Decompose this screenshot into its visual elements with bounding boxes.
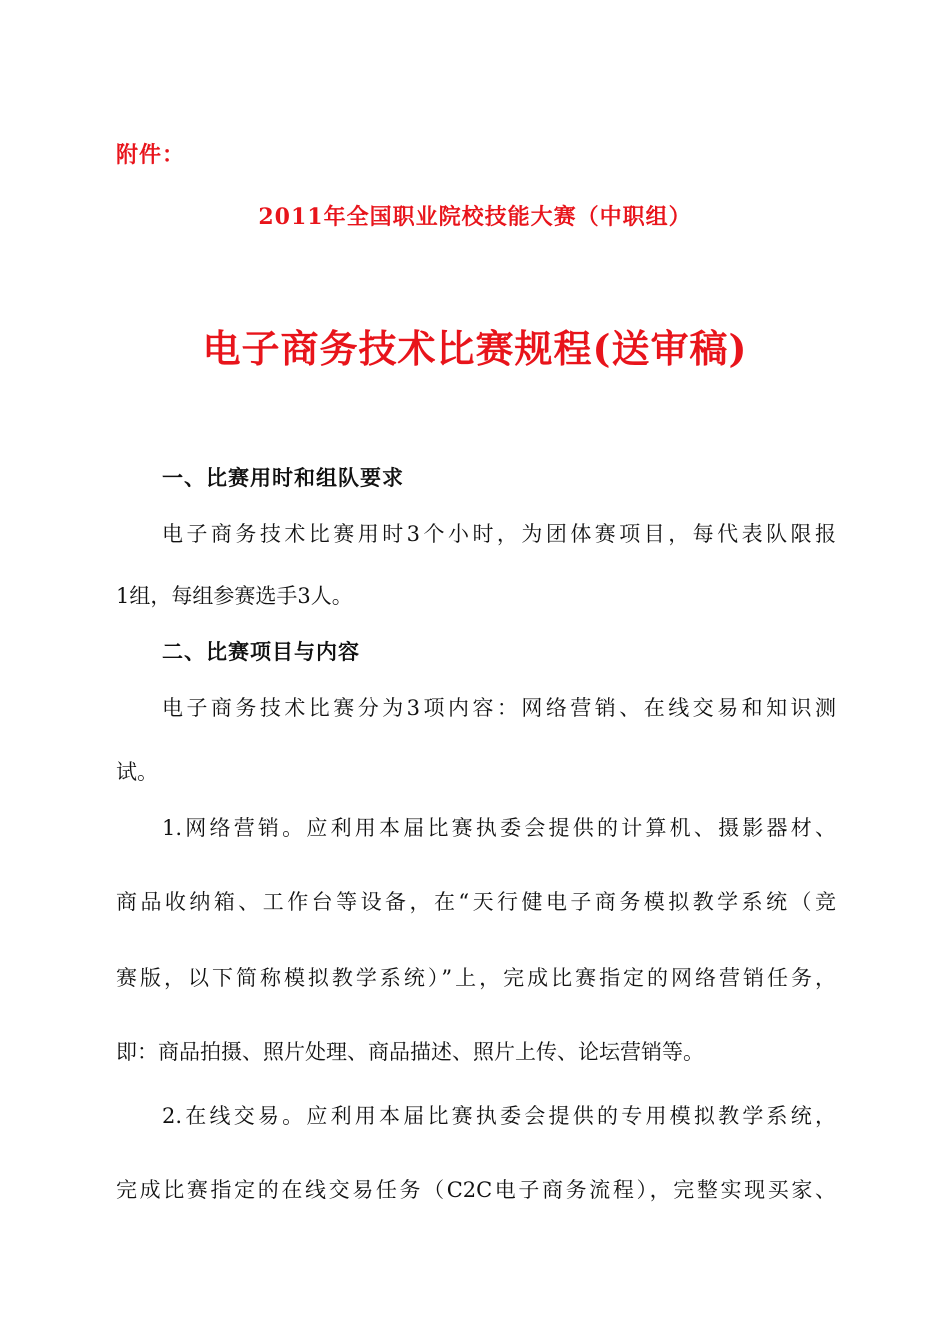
paragraph-line: 2.在线交易。应利用本届比赛执委会提供的专用模拟教学系统， bbox=[162, 1104, 836, 1128]
paragraph-line: 赛版，以下简称模拟教学系统）”上，完成比赛指定的网络营销任务， bbox=[116, 966, 836, 990]
paragraph-line: 即：商品拍摄、照片处理、商品描述、照片上传、论坛营销等。 bbox=[116, 1040, 704, 1064]
paragraph-line: 商品收纳箱、工作台等设备，在“天行健电子商务模拟教学系统（竞 bbox=[116, 890, 836, 914]
section-heading-1: 一、比赛用时和组队要求 bbox=[162, 465, 404, 490]
attachment-label: 附件： bbox=[116, 142, 186, 168]
document-subtitle: 2011年全国职业院校技能大赛（中职组） bbox=[258, 204, 692, 230]
section-heading-2: 二、比赛项目与内容 bbox=[162, 639, 360, 664]
document-title: 电子商务技术比赛规程(送审稿) bbox=[202, 326, 748, 371]
paragraph-line: 1.网络营销。应利用本届比赛执委会提供的计算机、摄影器材、 bbox=[162, 816, 836, 840]
paragraph-line: 电子商务技术比赛用时3个小时，为团体赛项目，每代表队限报 bbox=[162, 522, 836, 546]
paragraph-line: 完成比赛指定的在线交易任务（C2C电子商务流程），完整实现买家、 bbox=[116, 1178, 836, 1202]
paragraph-line: 试。 bbox=[116, 760, 158, 784]
paragraph-line: 1组，每组参赛选手3人。 bbox=[116, 584, 353, 608]
paragraph-line: 电子商务技术比赛分为3项内容：网络营销、在线交易和知识测 bbox=[162, 696, 836, 720]
